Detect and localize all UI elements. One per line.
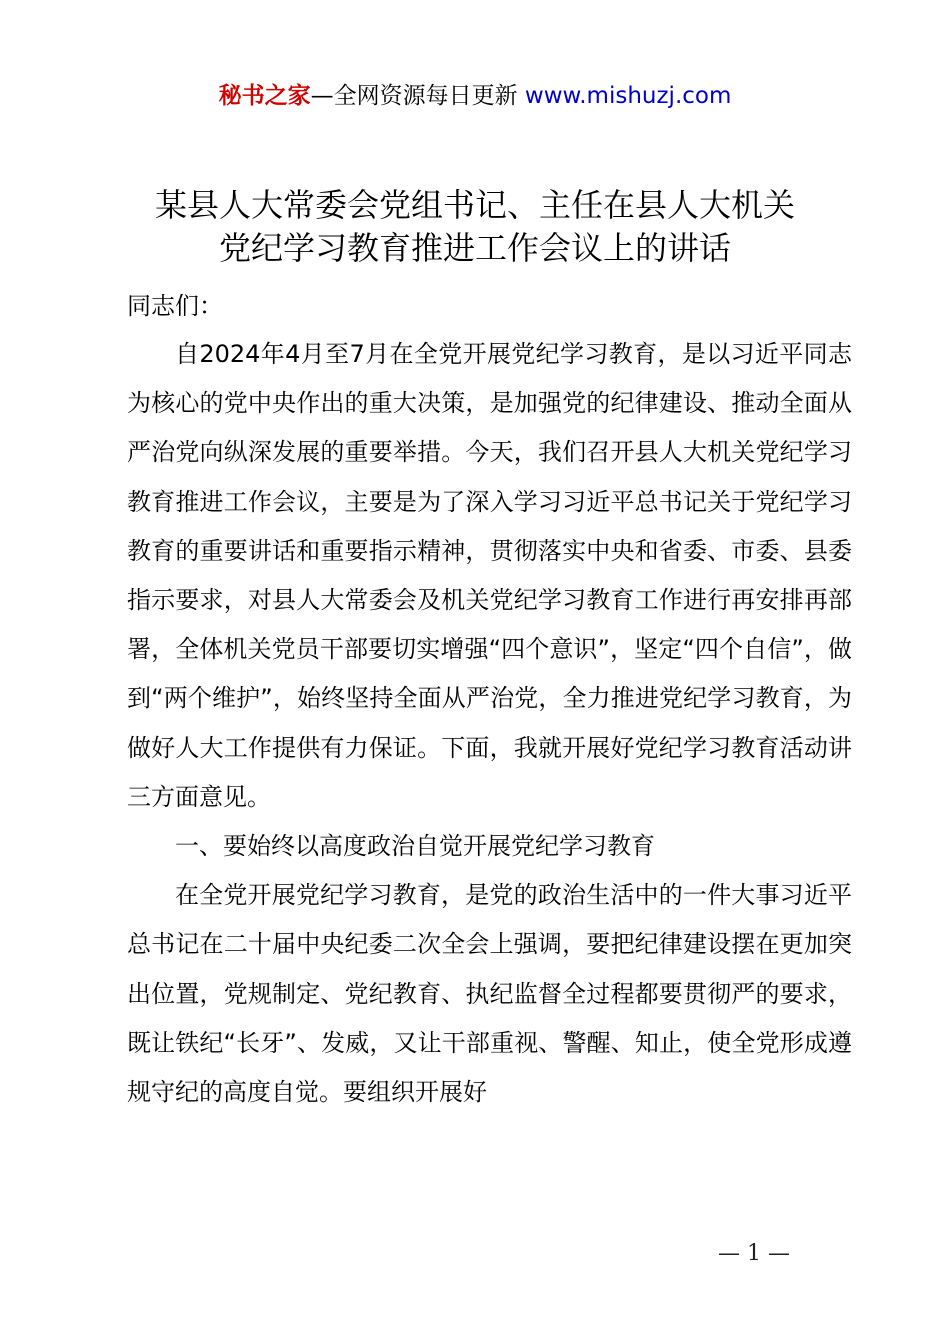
title-line-2: 党纪学习教育推进工作会议上的讲话 bbox=[218, 229, 731, 267]
brand-name: 秘书之家 bbox=[218, 83, 311, 109]
header-tagline: —全网资源每日更新 bbox=[310, 83, 525, 109]
page-number: — 1 — bbox=[718, 1241, 790, 1266]
site-url-link[interactable]: www.mishuzj.com bbox=[524, 83, 732, 109]
site-header bbox=[0, 80, 950, 112]
title-line-1: 某县人大常委会党组书记、主任在县人大机关 bbox=[154, 186, 795, 224]
document-body bbox=[127, 330, 852, 1117]
paragraph-section-1: 在全党开展党纪学习教育，是党的政治生活中的一件大事习近平总书记在二十届中央纪委二次全会上强调，要把纪律建设摆在更加突出位置，党规制定、党纪教育、执纪监督全过程都要贯彻严的要求，既让铁纪“长牙”、发威，又让干部重视、警醒、知止，使全党形成遵规守纪的高度自觉。要组织开展好 bbox=[127, 881, 852, 1107]
salutation: 同志们： bbox=[127, 292, 223, 320]
section-heading-1: 一、要始终以高度政治自觉开展党纪学习教育 bbox=[175, 832, 655, 861]
paragraph-intro: 自2024年4月至7月在全党开展党纪学习教育，是以习近平同志为核心的党中央作出的重大决策，是加强党的纪律建设、推动全面从严治党向纵深发展的重要举措。今天，我们召开县人大机关党纪学习教育推进工作会议，主要是为了深入学习习近平总书记关于党纪学习教育的重要讲话和重要指示精神，贯彻落实中央和省委、市委、县委指示要求，对县人大常委会及机关党纪学习教育工作进行再安排再部署，全体机关党员干部要切实增强“四个意识”，坚定“四个自信”，做到“两个维护”，始终坚持全面从严治党，全力推进党纪学习教育，为做好人大工作提供有力保证。下面，我就开展好党纪学习教育活动讲三方面意见。 bbox=[127, 340, 852, 811]
document-title bbox=[80, 184, 870, 270]
